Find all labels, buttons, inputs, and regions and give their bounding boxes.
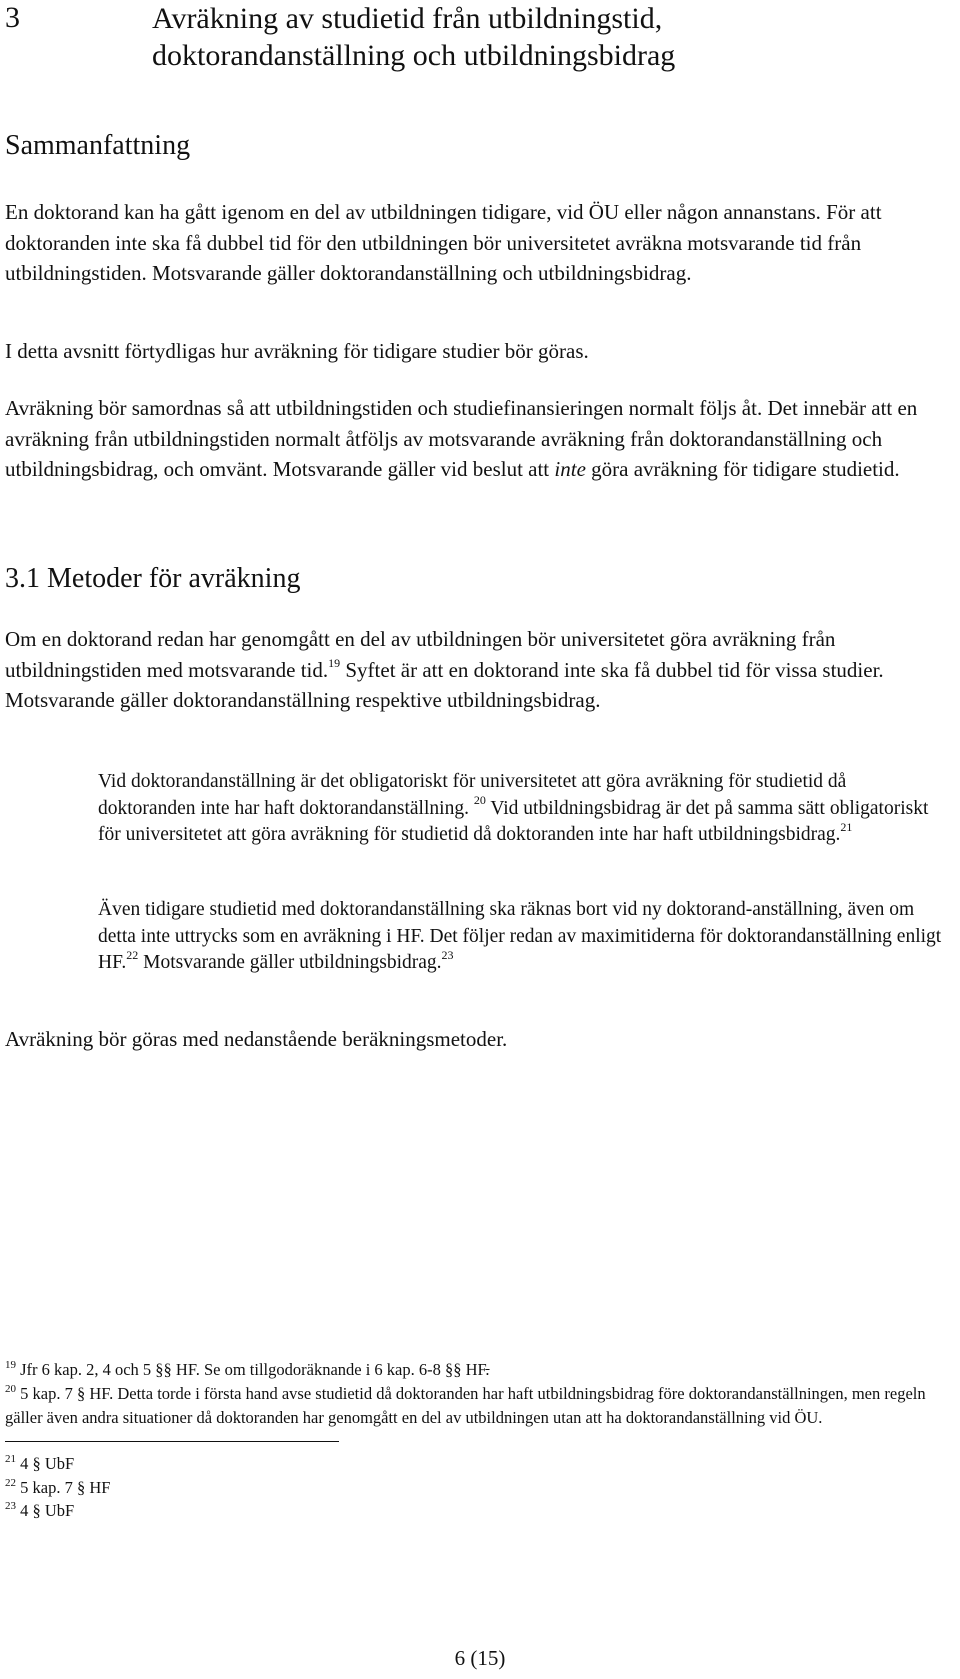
footnote-ref-21[interactable]: 21 bbox=[840, 819, 853, 834]
section-paragraph-1: Om en doktorand redan har genomgått en del av utbildningen bör universitetet göra avräkning från utbildningstiden med motsvarande tid.$^{19}$ Syftet är att en doktorand inte ska få dubbel tid för vissa studier. Motsvarande gäller doktorandanställning respektive utbildningsbidrag. bbox=[5, 627, 884, 712]
quote-paragraph-2: Även tidigare studietid med doktorandanställning ska räknas bort vid ny doktorand-anställning, även om detta inte uttrycks som en avräkning i HF. Det följer redan av maximitiderna för doktorandanställning enligt HF.$^{22}$ Motsvarande gäller utbildningsbidrag.$^{23}$ bbox=[98, 899, 942, 973]
summary-paragraph-3: Avräkning bör samordnas så att utbildningstiden och studiefinansieringen normalt följs åt. Det innebär att en avräkning från utbildningstiden normalt åtföljs av motsvarande avräkning från doktorandanställning och utbildningsbidrag, och omvänt. Motsvarande gäller vid beslut att inte göra avräkning för tidigare studietid. bbox=[5, 396, 918, 481]
page-number: 6 (15) bbox=[454, 1646, 506, 1670]
section-paragraph-2: Avräkning bör göras med nedanstående beräkningsmetoder. bbox=[5, 1027, 508, 1051]
footnote-21: $^{21}$ 4 § UbF bbox=[5, 1452, 75, 1473]
footnote-20: $^{20}$ 5 kap. 7 § HF. Detta torde i första hand avse studietid då doktoranden har haft utbildningsbidrag före doktorandanställningen, men regeln gäller även andra situationer då doktoranden har genomgått en del av utbildningen utan att ha doktorandanställning vid ÖU. bbox=[5, 1382, 926, 1427]
summary-paragraph-1: En doktorand kan ha gått igenom en del av utbildningen tidigare, vid ÖU eller någon annanstans. För att doktoranden inte ska få dubbel tid för den utbildningen bör universitetet avräkna motsvarande tid från utbildningstiden. Motsvarande gäller doktorandanställning och utbildningsbidrag. bbox=[5, 200, 882, 285]
footnote-separator bbox=[5, 1441, 339, 1442]
chapter-title-line-2: doktorandanställning och utbildningsbidrag bbox=[152, 39, 676, 72]
footnote-23: $^{23}$ 4 § UbF bbox=[5, 1499, 75, 1520]
quote-paragraph-1: Vid doktorandanställning är det obligatoriskt för universitetet att göra avräkning för studietid då doktoranden inte har haft doktorandanställning. $^{20}$ Vid utbildningsbidrag är det på samma sätt obligatoriskt för universitetet att göra avräkning för studietid då doktoranden inte har haft utbildningsbidrag.$^{21}$ bbox=[98, 771, 929, 845]
footnote-ref-23[interactable]: 23 bbox=[441, 947, 454, 962]
chapter-title-line-1: Avräkning av studietid från utbildningstid, bbox=[152, 2, 663, 35]
chapter-title bbox=[152, 0, 942, 74]
footnote-19: $^{19}$ Jfr 6 kap. 2, 4 och 5 §§ HF. Se om tillgodoräknande i 6 kap. 6-8 §§ HF. bbox=[5, 1358, 490, 1379]
summary-heading: Sammanfattning bbox=[5, 130, 191, 161]
chapter-number: 3 bbox=[5, 1, 20, 34]
footnote-22: $^{22}$ 5 kap. 7 § HF bbox=[5, 1476, 111, 1497]
footnote-ref-22[interactable]: 22 bbox=[126, 947, 139, 962]
emphasis-inte: inte bbox=[554, 457, 586, 481]
section-3-1-heading: 3.1 Metoder för avräkning bbox=[5, 563, 301, 594]
footnote-ref-19[interactable]: 19 bbox=[328, 655, 341, 670]
summary-paragraph-2: I detta avsnitt förtydligas hur avräkning för tidigare studier bör göras. bbox=[5, 339, 589, 363]
footnote-ref-20[interactable]: 20 bbox=[473, 793, 486, 807]
